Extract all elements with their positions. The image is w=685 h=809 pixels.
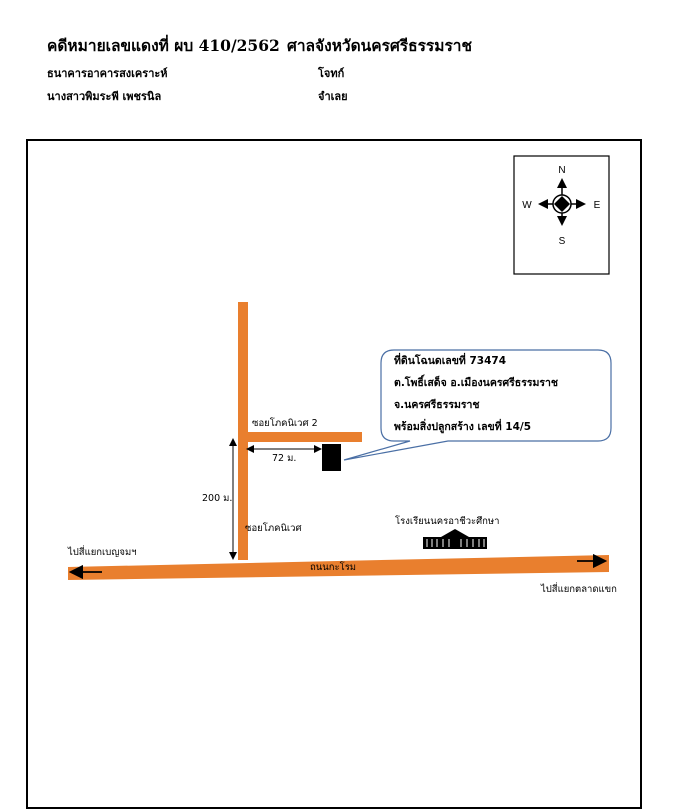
distance-72m-label: 72 ม.: [272, 453, 297, 464]
callout-line: ต.โพธิ์เสด็จ อ.เมืองนครศรีธรรมราช: [394, 377, 559, 389]
plaintiff-name: ธนาคารอาคารสงเคราะห์: [47, 67, 168, 80]
defendant-name: นางสาวพิมระพี เพชรนิล: [47, 90, 162, 103]
callout-text: [394, 350, 558, 438]
compass-s-label: S: [558, 236, 566, 247]
callout-line: จ.นครศรีธรรมราช: [394, 399, 480, 411]
school-label: โรงเรียนนครอาชีวะศึกษา: [395, 516, 500, 527]
compass-rose: [514, 156, 609, 274]
main-road-label: ถนนกะโรม: [310, 562, 357, 573]
soi-upper-label: ซอยโภคนิเวศ 2: [252, 418, 318, 429]
soi-lower-label: ซอยโภคนิเวศ: [245, 523, 302, 534]
land-parcel: [322, 444, 341, 471]
defendant-role: จำเลย: [318, 90, 348, 103]
plaintiff-role: โจทก์: [318, 67, 345, 80]
compass-w-label: W: [522, 200, 532, 211]
school-building-icon: [423, 529, 487, 549]
compass-n-label: N: [558, 165, 566, 176]
callout-line: พร้อมสิ่งปลูกสร้าง เลขที่ 14/5: [394, 421, 532, 433]
compass-e-label: E: [593, 200, 601, 211]
direction-right-label: ไปสี่แยกตลาดแขก: [541, 584, 617, 595]
callout-line: ที่ดินโฉนดเลขที่ 73474: [394, 355, 507, 367]
court-name: ศาลจังหวัดนครศรีธรรมราช: [287, 36, 473, 55]
direction-left-label: ไปสี่แยกเบญจมฯ: [68, 547, 137, 558]
soi-road-branch: [248, 432, 362, 442]
distance-200m-label: 200 ม.: [202, 493, 233, 504]
case-number: คดีหมายเลขแดงที่ ผบ 410/2562: [47, 36, 280, 55]
